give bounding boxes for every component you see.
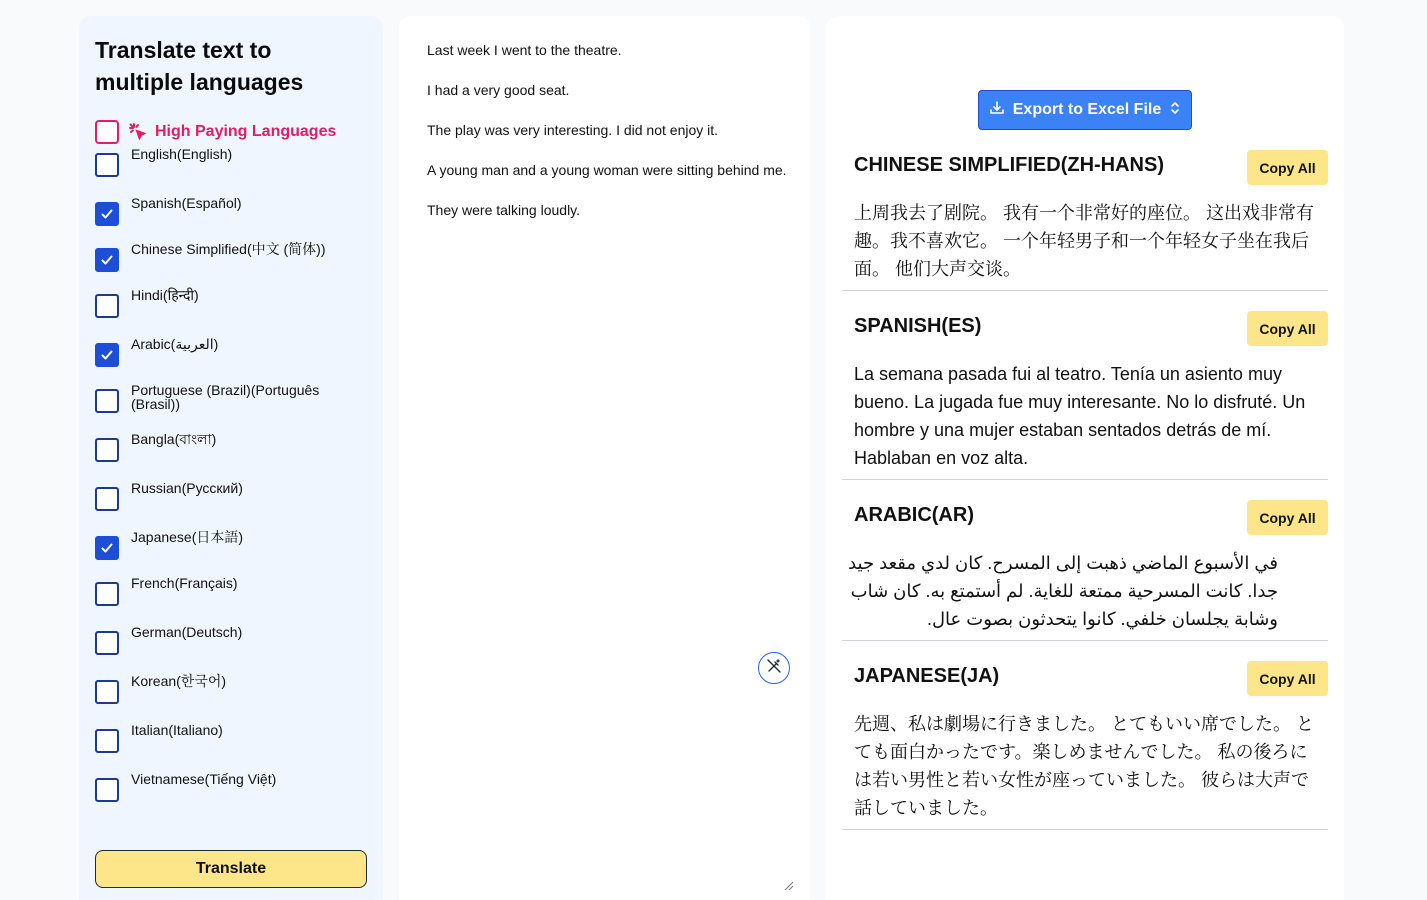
result-translation: 上周我去了剧院。 我有一个非常好的座位。 这出戏非常有趣。我不喜欢它。 一个年轻男子和一个年轻女子坐在我后面。 他们大声交谈。	[854, 203, 1314, 279]
language-label: Vietnamese(Tiếng Việt)	[131, 771, 277, 787]
language-checkbox[interactable]	[95, 582, 119, 606]
language-checkbox[interactable]	[95, 153, 119, 177]
language-sidebar	[79, 16, 383, 900]
language-option[interactable]	[95, 723, 341, 753]
language-option[interactable]	[95, 337, 341, 367]
source-line: Last week I went to the theatre.	[427, 42, 622, 58]
source-line: A young man and a young woman were sitting behind me.	[427, 162, 787, 178]
source-text[interactable]	[427, 40, 787, 240]
result-language-title: CHINESE SIMPLIFIED(ZH-HANS)	[854, 154, 1164, 176]
language-checkbox[interactable]	[95, 343, 119, 367]
language-option[interactable]	[95, 432, 341, 462]
export-label: Export to Excel File	[1012, 101, 1162, 118]
language-checkbox[interactable]	[95, 729, 119, 753]
language-label: English(English)	[131, 146, 233, 162]
language-option[interactable]	[95, 383, 341, 413]
language-checkbox[interactable]	[95, 438, 119, 462]
result-translation: La semana pasada fui al teatro. Tenía un asiento muy bueno. La jugada fue muy interesante. No lo disfruté. Un hombre y una mujer estaban sentados detrás de mí. Hablaban en voz alta.	[854, 364, 1306, 468]
language-label: German(Deutsch)	[131, 624, 243, 640]
sparkle-cursor-icon	[127, 121, 149, 143]
copy-all-button[interactable]: Copy All	[1247, 150, 1328, 185]
language-option[interactable]	[95, 530, 341, 560]
magic-wand-off-icon	[766, 658, 782, 679]
language-label: Bangla(বাংলা)	[131, 431, 217, 447]
chevron-updown-icon	[1169, 100, 1181, 121]
result-card	[842, 150, 1328, 291]
language-label: Korean(한국어)	[131, 673, 227, 689]
result-language-title: JAPANESE(JA)	[854, 665, 1000, 687]
result-translation: 先週、私は劇場に行きました。 とてもいい席でした。 とても面白かったです。楽しめませんでした。 私の後ろには若い男性と若い女性が座っていました。 彼らは大声で話していました。	[854, 714, 1314, 818]
high-paying-toggle[interactable]	[95, 120, 336, 144]
source-line: I had a very good seat.	[427, 82, 570, 98]
magic-wand-button[interactable]	[758, 652, 790, 684]
source-line: They were talking loudly.	[427, 202, 581, 218]
language-option[interactable]	[95, 242, 341, 272]
resize-handle-icon[interactable]	[784, 878, 794, 888]
translate-button[interactable]: Translate	[95, 850, 367, 888]
language-checkbox[interactable]	[95, 631, 119, 655]
language-checkbox[interactable]	[95, 202, 119, 226]
language-option[interactable]	[95, 147, 341, 177]
source-line: The play was very interesting. I did not enjoy it.	[427, 122, 719, 138]
language-option[interactable]	[95, 288, 341, 318]
high-paying-label: High Paying Languages	[155, 123, 337, 140]
result-card	[842, 311, 1328, 480]
language-label: Portuguese (Brazil)(Português (Brasil))	[131, 382, 320, 412]
language-label: Chinese Simplified(中文 (简体))	[131, 241, 326, 257]
result-language-title: SPANISH(ES)	[854, 315, 982, 337]
checkmark-icon	[100, 541, 114, 555]
copy-all-button[interactable]: Copy All	[1247, 311, 1328, 346]
language-option[interactable]	[95, 772, 341, 802]
language-option[interactable]	[95, 576, 341, 606]
language-checkbox[interactable]	[95, 680, 119, 704]
language-option[interactable]	[95, 625, 341, 655]
panel-title: Translate text to multiple languages	[95, 37, 304, 95]
language-label: Spanish(Español)	[131, 195, 242, 211]
language-checkbox[interactable]	[95, 487, 119, 511]
checkmark-icon	[100, 207, 114, 221]
result-translation: في الأسبوع الماضي ذهبت إلى المسرح. كان لدي مقعد جيد جدا. كانت المسرحية ممتعة للغاية. لم أستمتع به. كان شاب وشابة يجلسان خلفي. كانوا يتحدثون بصوت عال.	[848, 553, 1278, 629]
language-label: Arabic(العربية)	[131, 336, 219, 352]
language-option[interactable]	[95, 196, 341, 226]
source-text-area[interactable]	[399, 16, 810, 900]
checkmark-icon	[100, 348, 114, 362]
copy-all-button[interactable]: Copy All	[1247, 661, 1328, 696]
result-card	[842, 500, 1328, 641]
language-label: Russian(Русский)	[131, 480, 243, 496]
language-checkbox[interactable]	[95, 248, 119, 272]
result-card	[842, 661, 1328, 830]
high-paying-checkbox[interactable]	[95, 120, 119, 144]
language-option[interactable]	[95, 674, 341, 704]
language-checkbox[interactable]	[95, 389, 119, 413]
language-label: Hindi(हिन्दी)	[131, 287, 199, 303]
results-panel	[826, 16, 1344, 900]
checkmark-icon	[100, 253, 114, 267]
language-checkbox[interactable]	[95, 536, 119, 560]
language-checkbox[interactable]	[95, 778, 119, 802]
result-language-title: ARABIC(AR)	[854, 504, 974, 526]
export-excel-button[interactable]	[978, 90, 1192, 130]
language-label: Japanese(日本語)	[131, 529, 244, 545]
download-icon	[989, 100, 1005, 121]
language-label: Italian(Italiano)	[131, 722, 223, 738]
copy-all-button[interactable]: Copy All	[1247, 500, 1328, 535]
language-option[interactable]	[95, 481, 341, 511]
language-checkbox[interactable]	[95, 294, 119, 318]
language-label: French(Français)	[131, 575, 238, 591]
